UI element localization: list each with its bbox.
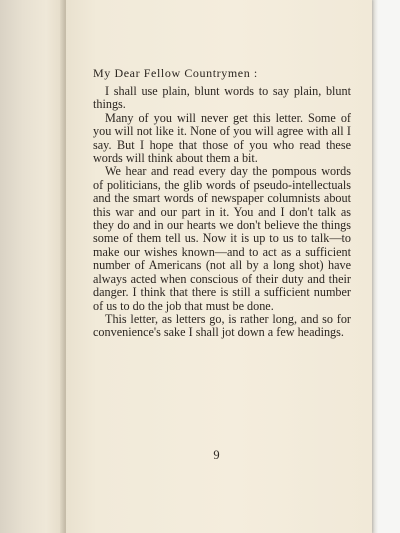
salutation: My Dear Fellow Countrymen : [93, 66, 258, 80]
letter-text [93, 66, 351, 340]
page-number: 9 [213, 448, 220, 462]
paragraph-4: This letter, as letters go, is rather long, and so for convenience's sake I shall jot down a few headings. [93, 311, 351, 340]
paragraph-2: Many of you will never get this letter. Some of you will not like it. None of you will agree with all I say. But I hope that those of you who read these words will think about them a bit. [93, 110, 351, 166]
paragraph-3: We hear and read every day the pompous words of politicians, the glib words of pseudo-intellectuals and the smart words of newspaper columnists about this war and our part in it. You and I don't talk as they do and in our hearts we don't believe the things some of them tell us. Now it is up to us to talk—to make our wishes known—and to act as a sufficient number of Americans (not all by a long shot) have always acted when conscious of their duty and their danger. I think that there is still a sufficient number of us to do the job that must be done. [93, 164, 351, 313]
paragraph-1: I shall use plain, blunt words to say plain, blunt things. [93, 84, 351, 112]
